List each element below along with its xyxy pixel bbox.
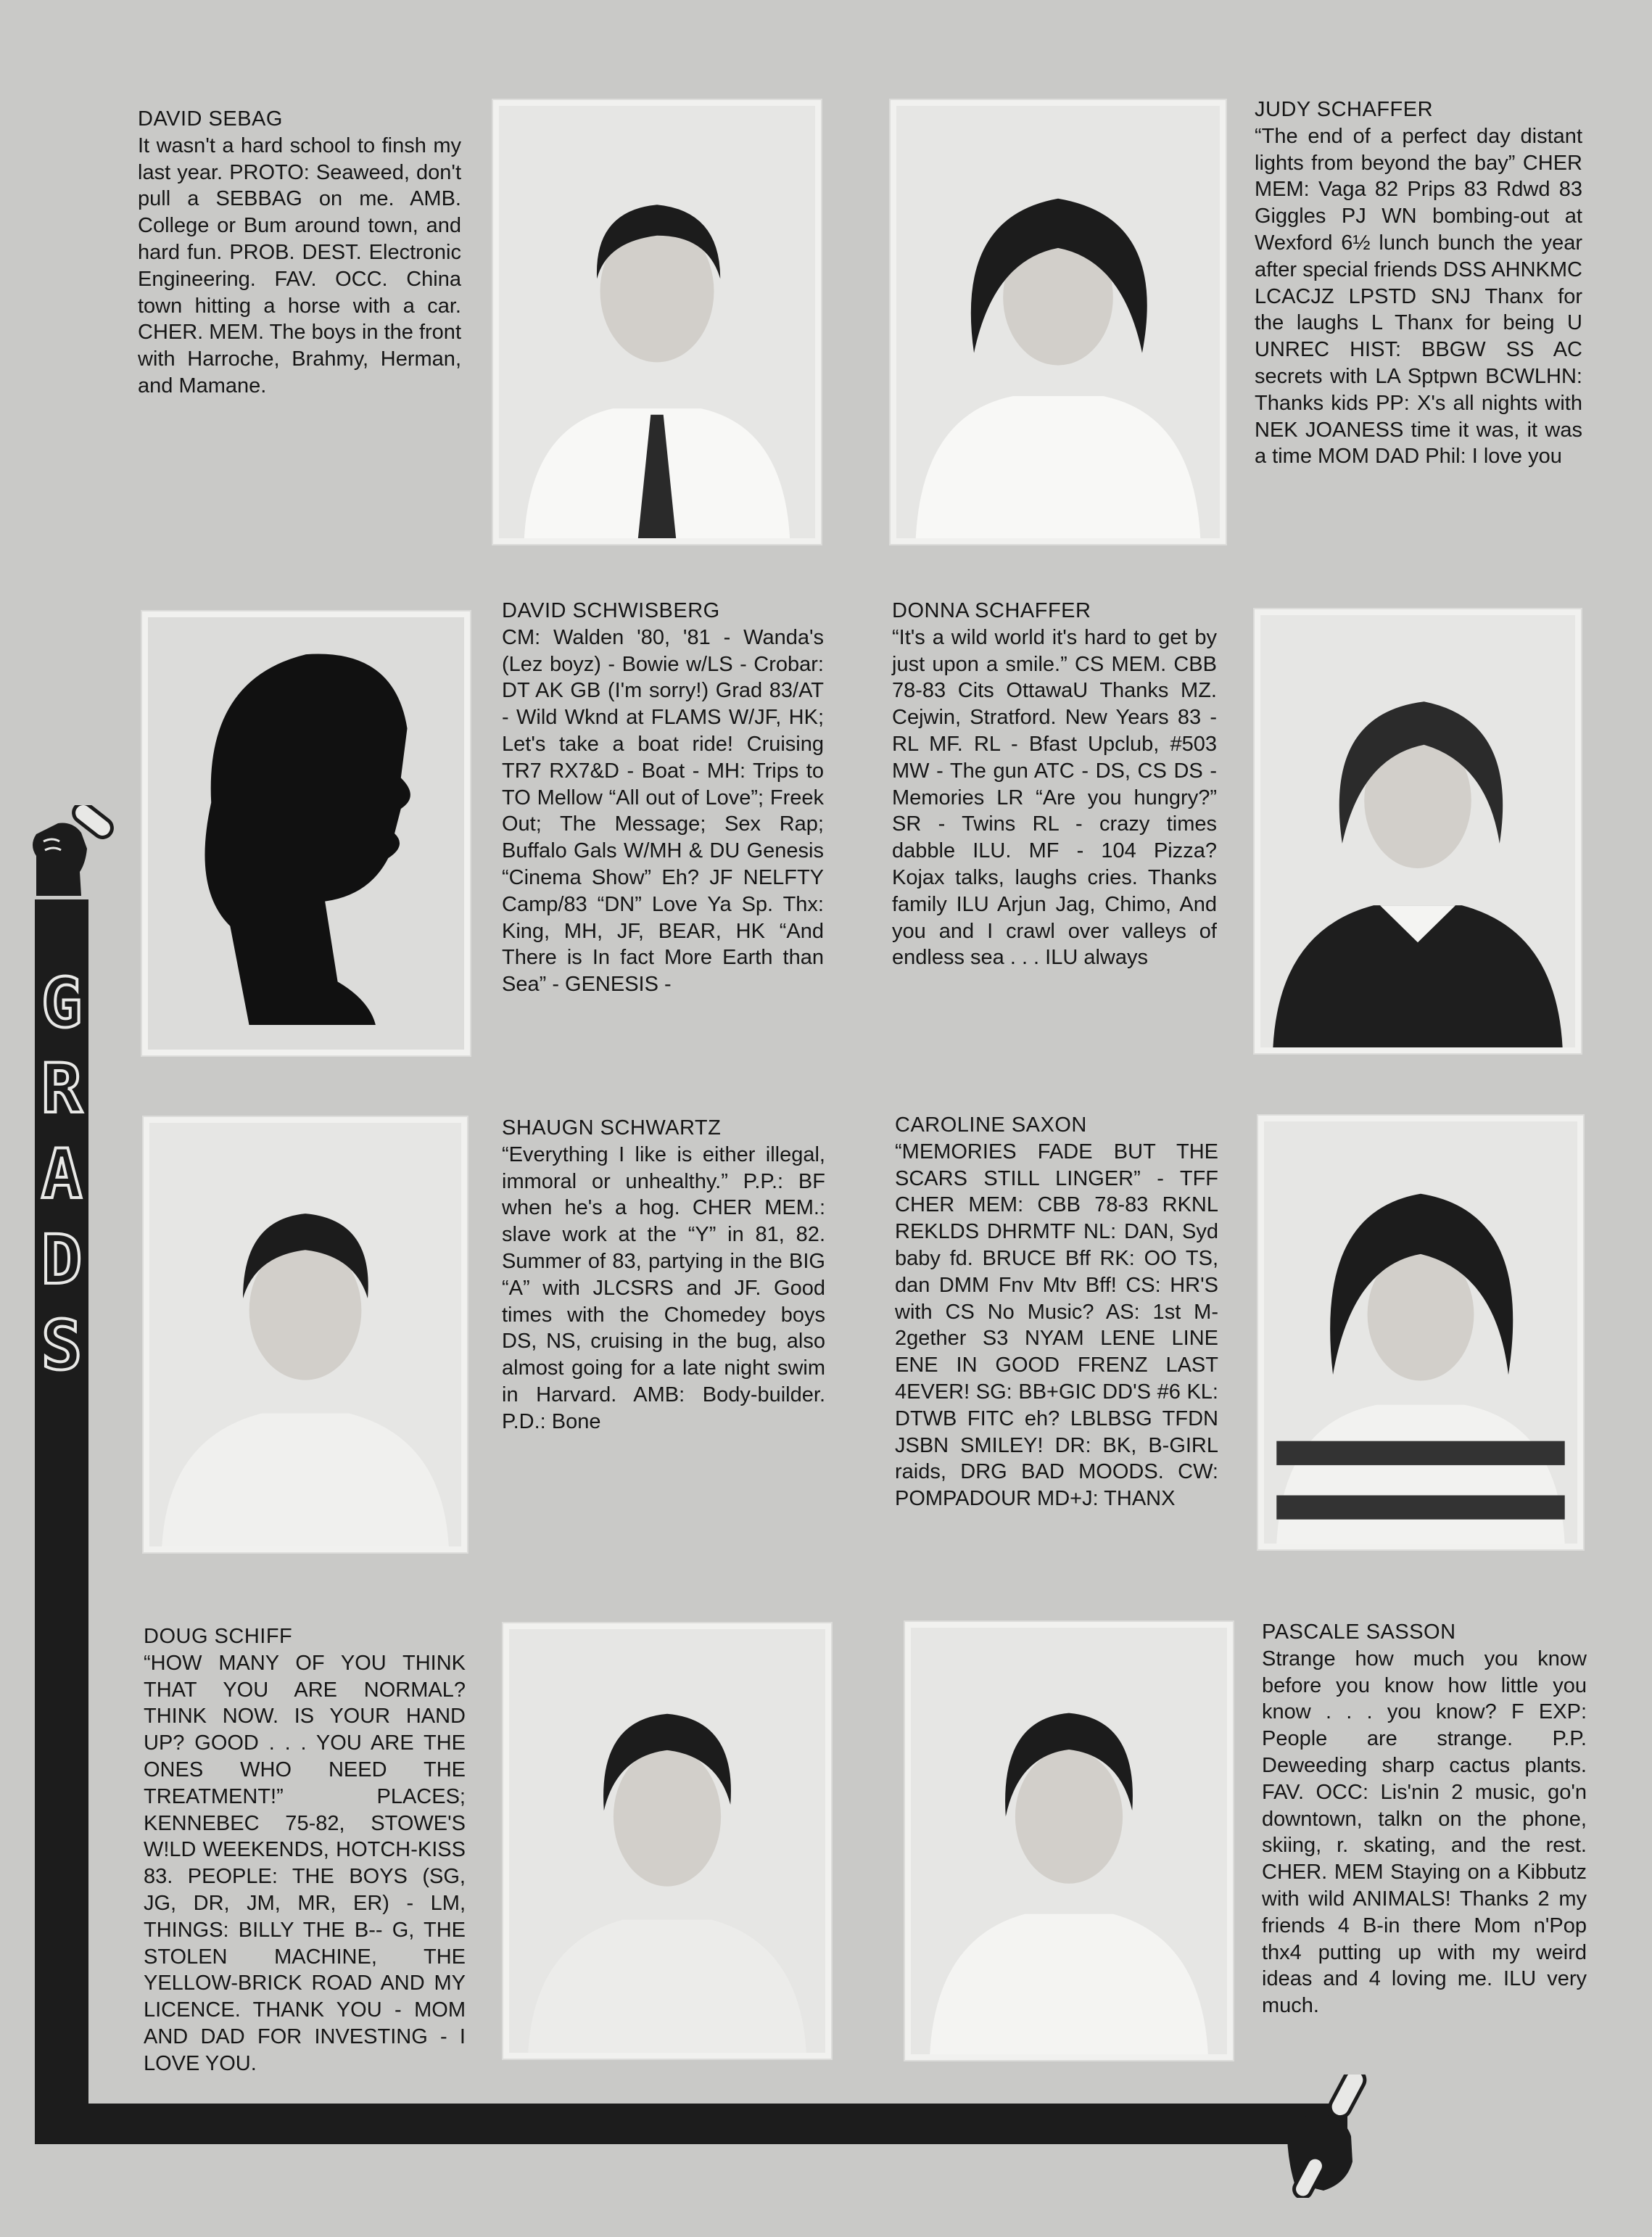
student-name: PASCALE SASSON (1262, 1620, 1456, 1644)
student-photo (503, 1623, 831, 2059)
student-name: SHAUGN SCHWARTZ (502, 1116, 722, 1140)
hand-holding-diploma-icon (15, 805, 123, 907)
student-photo (1255, 609, 1581, 1053)
student-name: DAVID SEBAG (138, 107, 283, 131)
student-name: JUDY SCHAFFER (1255, 98, 1434, 121)
student-entry (138, 106, 461, 400)
student-quote: “MEMORIES FADE BUT THE SCARS STILL LINGER” - TFF CHER MEM: CBB 78-83 RKNL REKLDS DHRMTF NL: DAN, Syd baby fd. BRUCE Bff RK: OO TS, dan DMM Fnv Mtv Bff! CS: HR'S with CS No Music? AS: 1st M-2gether S3 NYAM LENE LINE ENE IN GOOD FRENZ LAST 4EVER! SG: BB+GIC DD'S #6 KL: DTWB FITC eh? LBLBSG TFDN JSBN SMILEY! DR: BK, B-GIRL raids, DRG BAD MOODS. CW: POMPADOUR MD+J: THANX (895, 1140, 1218, 1511)
student-entry (892, 598, 1217, 971)
student-photo (493, 100, 821, 544)
student-photo (1258, 1116, 1583, 1549)
student-photo (144, 1117, 467, 1552)
student-photo (905, 1622, 1233, 2060)
grads-letter: D (41, 1221, 83, 1300)
student-entry (895, 1112, 1218, 1512)
student-quote: CM: Walden '80, '81 - Wanda's (Lez boyz) - Bowie w/LS - Crobar: DT AK GB (I'm sorry!) Grad 83/AT - Wild Wknd at FLAMS W/JF, HK; Let's take a boat ride! Cruising TR7 RX7&D - Boat - MH: Trips to TO Mellow “All out of Love”; Freek Out; The Message; Sex Rap; Buffalo Gals W/MH & DU Genesis “Cinema Show” Eh? JF NELFTY Camp/83 “DN” Love Ya Sp. Thx: King, MH, JF, BEAR, HK “And There is In fact More Earth than Sea” - GENESIS - (502, 625, 824, 997)
student-quote: Strange how much you know before you know how little you know . . . you know? F EXP: People are strange. P.P. Deweeding sharp cactus plants. FAV. OCC: Lis'nin 2 music, go'n downtown, talkn on the phone, skiing, r. skating, and the rest. CHER. MEM Staying on a Kibbutz with wild ANIMALS! Thanks 2 my friends 4 B-in there Mom n'Pop thx4 putting up with my weird ideas and 4 loving me. ILU very much. (1262, 1647, 1587, 2018)
hand-holding-diploma-icon (1265, 2075, 1389, 2198)
student-quote: “It's a wild world it's hard to get by just upon a smile.” CS MEM. CBB 78-83 Cits OttawaU Thanks MZ. Cejwin, Stratford. New Years 83 - RL MF. RL - Bfast Upclub, #503 MW - The gun ATC - DS, CS DS - Memories LR “Are you hungry?” SR - Twins RL - crazy times dabble ILU. MF - 104 Pizza? Kojax talks, laughs cries. Thanks family ILU Arjun Jag, Chimo, And you and I crawl over valleys of endless sea . . . ILU always (892, 625, 1217, 970)
student-entry (502, 598, 824, 998)
student-entry (1255, 96, 1582, 470)
grads-letter: R (41, 1050, 83, 1129)
student-name: DAVID SCHWISBERG (502, 599, 720, 622)
grads-horizontal-bar (35, 2104, 1347, 2144)
student-entry (144, 1623, 466, 2077)
grads-letter: S (41, 1306, 83, 1385)
student-quote: It wasn't a hard school to finsh my last year. PROTO: Seaweed, don't pull a SEBBAG on me. AMB. College or Bum around town, and hard fun. PROB. DEST. Electronic Engineering. FAV. OCC. China town hitting a horse with a car. CHER. MEM. The boys in the front with Harroche, Brahmy, Herman, and Mamane. (138, 133, 461, 397)
student-entry (502, 1115, 825, 1435)
student-quote: “HOW MANY OF YOU THINK THAT YOU ARE NORMAL? THINK NOW. IS YOUR HAND UP? GOOD . . . YOU ARE THE ONES WHO NEED THE TREATMENT!” PLACES; KENNEBEC 75-82, STOWE'S W!LD WEEKENDS, HOTCH-KISS 83. PEOPLE: THE BOYS (SG, JG, DR, JM, MR, ER) - LM, THINGS: BILLY THE B-- G, THE STOLEN MACHINE, THE YELLOW-BRICK ROAD AND MY LICENCE. THANK YOU - MOM AND DAD FOR INVESTING - I LOVE YOU. (144, 1651, 466, 2075)
student-name: CAROLINE SAXON (895, 1113, 1087, 1137)
student-photo (891, 100, 1226, 544)
student-quote: “Everything I like is either illegal, immoral or unhealthy.” P.P.: BF when he's a hog. CHER MEM.: slave work at the “Y” in 81, 82. Summer of 83, partying in the BIG “A” with JLCSRS and JF. Good times with the Chomedey boys DS, NS, cruising in the bug, also almost going for a late night swim in Harvard. AMB: Body-builder. P.D.: Bone (502, 1142, 825, 1433)
student-entry (1262, 1619, 1587, 2019)
student-name: DOUG SCHIFF (144, 1625, 293, 1648)
grads-section-title (35, 961, 88, 1389)
student-name: DONNA SCHAFFER (892, 599, 1091, 622)
grads-letter: A (41, 1135, 83, 1214)
student-quote: “The end of a perfect day distant lights from beyond the bay” CHER MEM: Vaga 82 Prips 83 Rdwd 83 Giggles PJ WN bombing-out at Wexford 6½ lunch bunch the year after special friends DSS AHNKMC LCACJZ LPSTD SNJ Thanx for the laughs L Thanx for being U UNREC HIST: BBGW SS AC secrets with LA Sptpwn BCWLHN: Thanks kids PP: X's all nights with NEK JOANESS time it was, it was a time MOM DAD Phil: I love you (1255, 124, 1582, 469)
student-silhouette-photo (142, 611, 470, 1055)
grads-letter: G (41, 964, 83, 1043)
